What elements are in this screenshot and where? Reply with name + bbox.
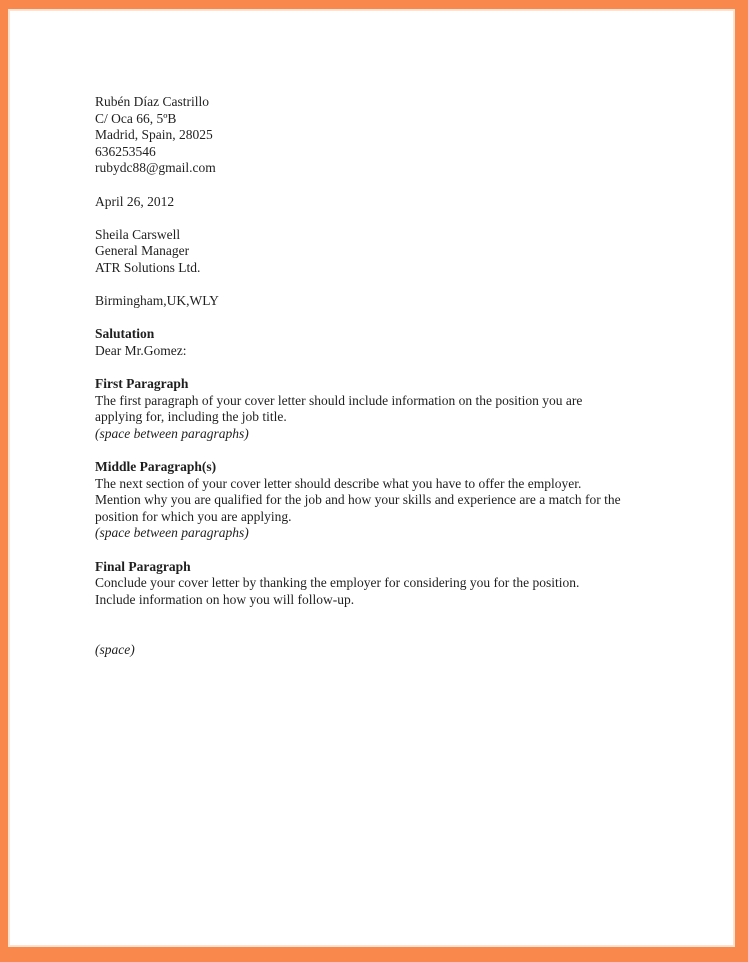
letter-page bbox=[8, 9, 735, 947]
final-paragraph-section bbox=[95, 559, 693, 609]
final-paragraph-line: Conclude your cover letter by thanking the employer for considering you for the position. bbox=[95, 575, 580, 591]
sender-name: Rubén Díaz Castrillo bbox=[95, 94, 209, 109]
salutation-heading: Salutation bbox=[95, 326, 155, 342]
sender-address-line1: C/ Oca 66, 5ºB bbox=[95, 110, 177, 126]
first-paragraph-line: applying for, including the job title. bbox=[95, 409, 287, 425]
first-paragraph-note: (space between paragraphs) bbox=[95, 425, 249, 441]
recipient-title: General Manager bbox=[95, 243, 190, 259]
middle-paragraph-heading: Middle Paragraph(s) bbox=[95, 459, 217, 475]
recipient-company: ATR Solutions Ltd. bbox=[95, 259, 201, 275]
letter-content bbox=[10, 11, 733, 658]
middle-paragraph-line: position for which you are applying. bbox=[95, 508, 292, 524]
middle-paragraph-line: Mention why you are qualified for the job and how your skills and experience are a match for the bbox=[95, 492, 621, 508]
sender-email: rubydc88@gmail.com bbox=[95, 160, 216, 176]
final-paragraph-line: Include information on how you will follow-up. bbox=[95, 591, 355, 607]
middle-paragraph-section bbox=[95, 459, 693, 542]
salutation-section bbox=[95, 326, 693, 359]
first-paragraph-section bbox=[95, 376, 693, 442]
sender-address-line2: Madrid, Spain, 28025 bbox=[95, 127, 213, 143]
date-block bbox=[95, 194, 693, 211]
closing-note-block bbox=[95, 642, 693, 659]
first-paragraph-line: The first paragraph of your cover letter should include information on the position you are bbox=[95, 392, 583, 408]
middle-paragraph-line: The next section of your cover letter should describe what you have to offer the employer. bbox=[95, 475, 582, 491]
recipient-location: Birmingham,UK,WLY bbox=[95, 293, 219, 309]
sender-phone: 636253546 bbox=[95, 143, 156, 159]
closing-note: (space) bbox=[95, 641, 135, 657]
salutation-line: Dear Mr.Gomez: bbox=[95, 342, 187, 358]
letter-date: April 26, 2012 bbox=[95, 193, 175, 209]
middle-paragraph-note: (space between paragraphs) bbox=[95, 525, 249, 541]
recipient-name: Sheila Carswell bbox=[95, 226, 181, 242]
sender-block bbox=[95, 94, 693, 177]
final-paragraph-heading: Final Paragraph bbox=[95, 558, 191, 574]
recipient-block bbox=[95, 227, 693, 277]
location-block bbox=[95, 293, 693, 310]
first-paragraph-heading: First Paragraph bbox=[95, 376, 189, 392]
